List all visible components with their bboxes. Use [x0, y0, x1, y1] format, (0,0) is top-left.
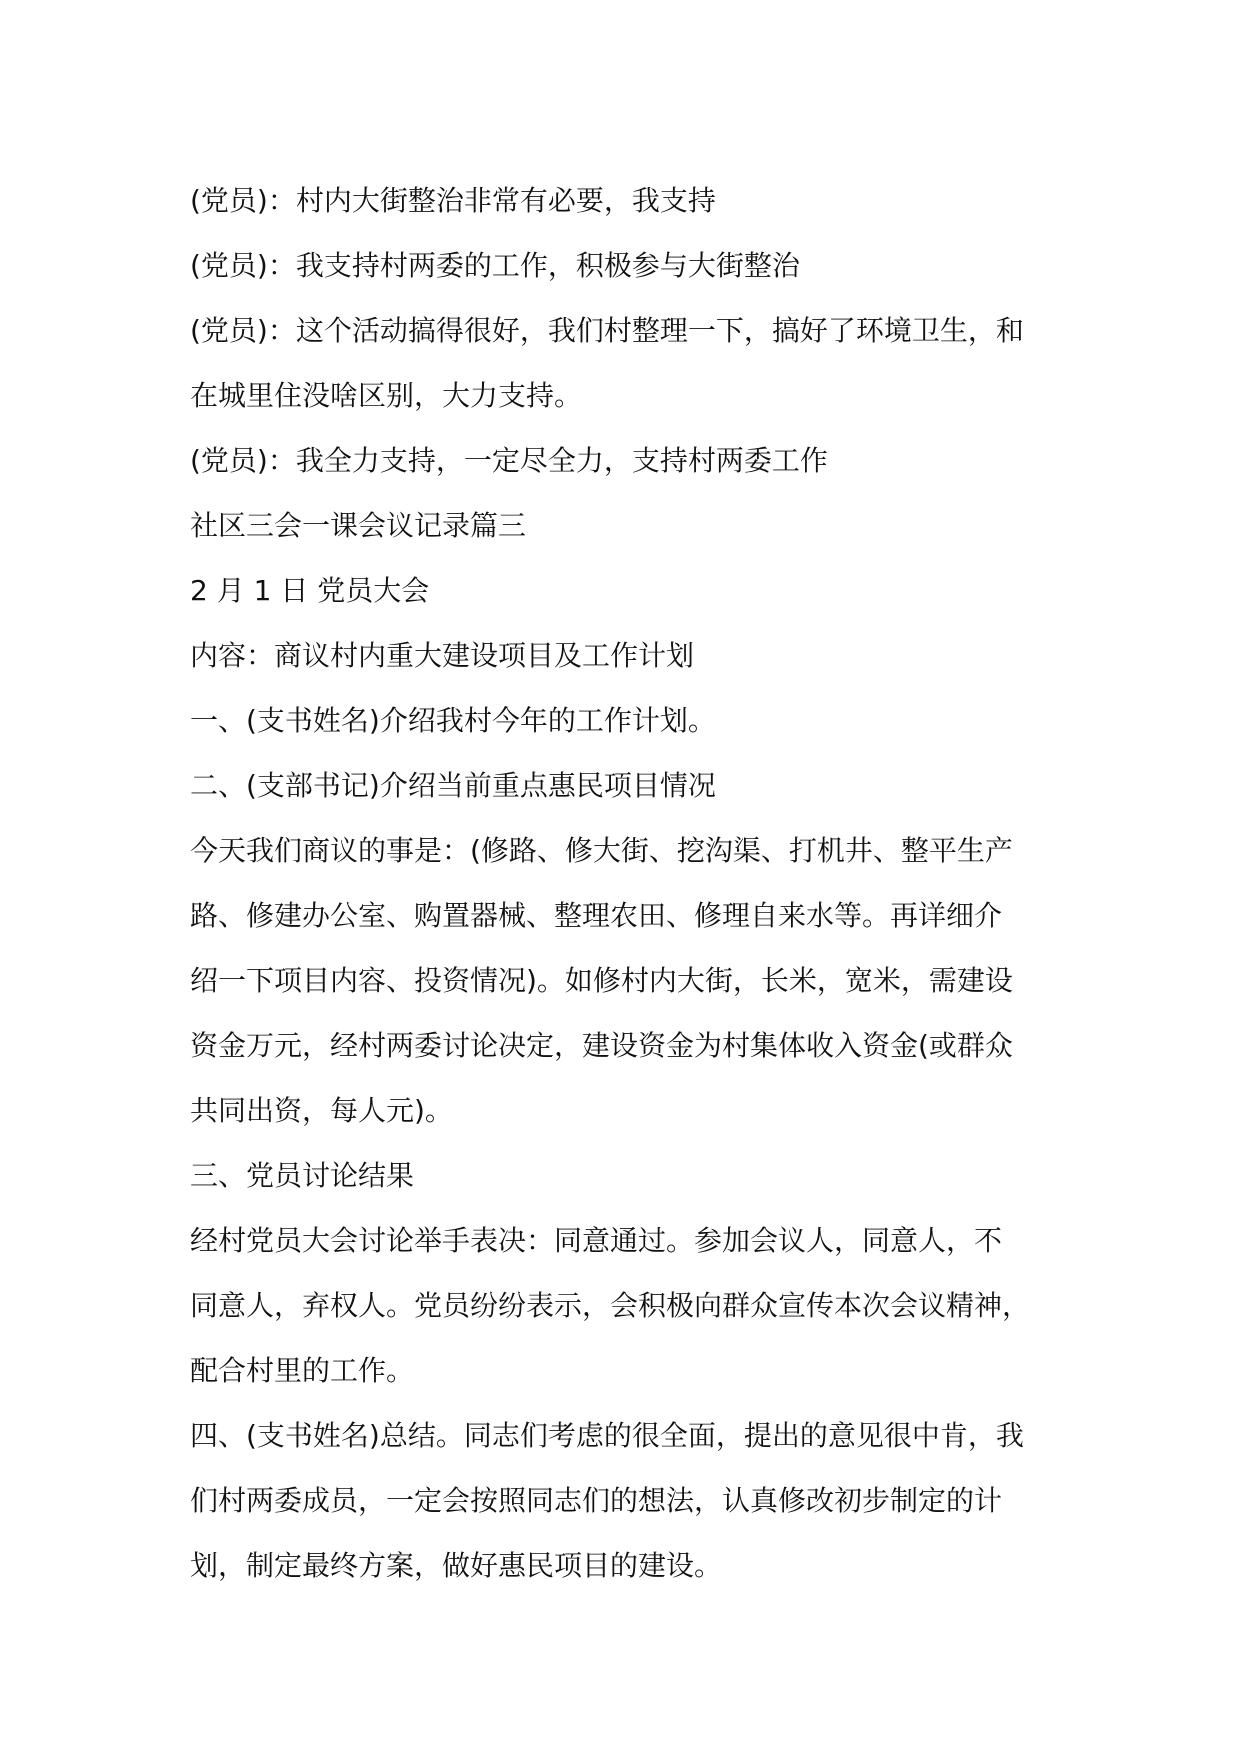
text-line: 绍一下项目内容、投资情况)。如修村内大街，长米，宽米，需建设: [190, 964, 1013, 997]
text-line: 同意人，弃权人。党员纷纷表示，会积极向群众宣传本次会议精神，: [190, 1289, 1031, 1322]
text-line: (党员)：这个活动搞得很好，我们村整理一下，搞好了环境卫生，和: [190, 314, 1024, 347]
text-line: 内容：商议村内重大建设项目及工作计划: [190, 639, 695, 672]
text-line: 一、(支书姓名)介绍我村今年的工作计划。: [190, 704, 716, 737]
text-line: 四、(支书姓名)总结。同志们考虑的很全面，提出的意见很中肯，我: [190, 1419, 1024, 1452]
text-line: 经村党员大会讨论举手表决：同意通过。参加会议人，同意人，不: [190, 1224, 1003, 1257]
text-line: (党员)：村内大街整治非常有必要，我支持: [190, 184, 716, 217]
text-line: (党员)：我支持村两委的工作，积极参与大街整治: [190, 249, 800, 282]
text-line: (党员)：我全力支持，一定尽全力，支持村两委工作: [190, 444, 828, 477]
text-line: 在城里住没啥区别，大力支持。: [190, 379, 583, 412]
text-line: 划，制定最终方案，做好惠民项目的建设。: [190, 1549, 723, 1582]
text-line: 二、(支部书记)介绍当前重点惠民项目情况: [190, 769, 716, 802]
text-line: 今天我们商议的事是：(修路、修大街、挖沟渠、打机井、整平生产: [190, 834, 1013, 867]
document-body: [190, 168, 1090, 1598]
text-line: 资金万元，经村两委讨论决定，建设资金为村集体收入资金(或群众: [190, 1029, 1013, 1062]
text-line: 共同出资，每人元)。: [190, 1094, 453, 1127]
section-title: 社区三会一课会议记录篇三: [190, 509, 527, 542]
text-line: 们村两委成员，一定会按照同志们的想法，认真修改初步制定的计: [190, 1484, 1003, 1517]
text-line: 路、修建办公室、购置器械、整理农田、修理自来水等。再详细介: [190, 899, 1003, 932]
text-line: 三、党员讨论结果: [190, 1159, 415, 1192]
text-line: 配合村里的工作。: [190, 1354, 415, 1387]
meeting-date: 2 月 1 日 党员大会: [190, 574, 430, 607]
